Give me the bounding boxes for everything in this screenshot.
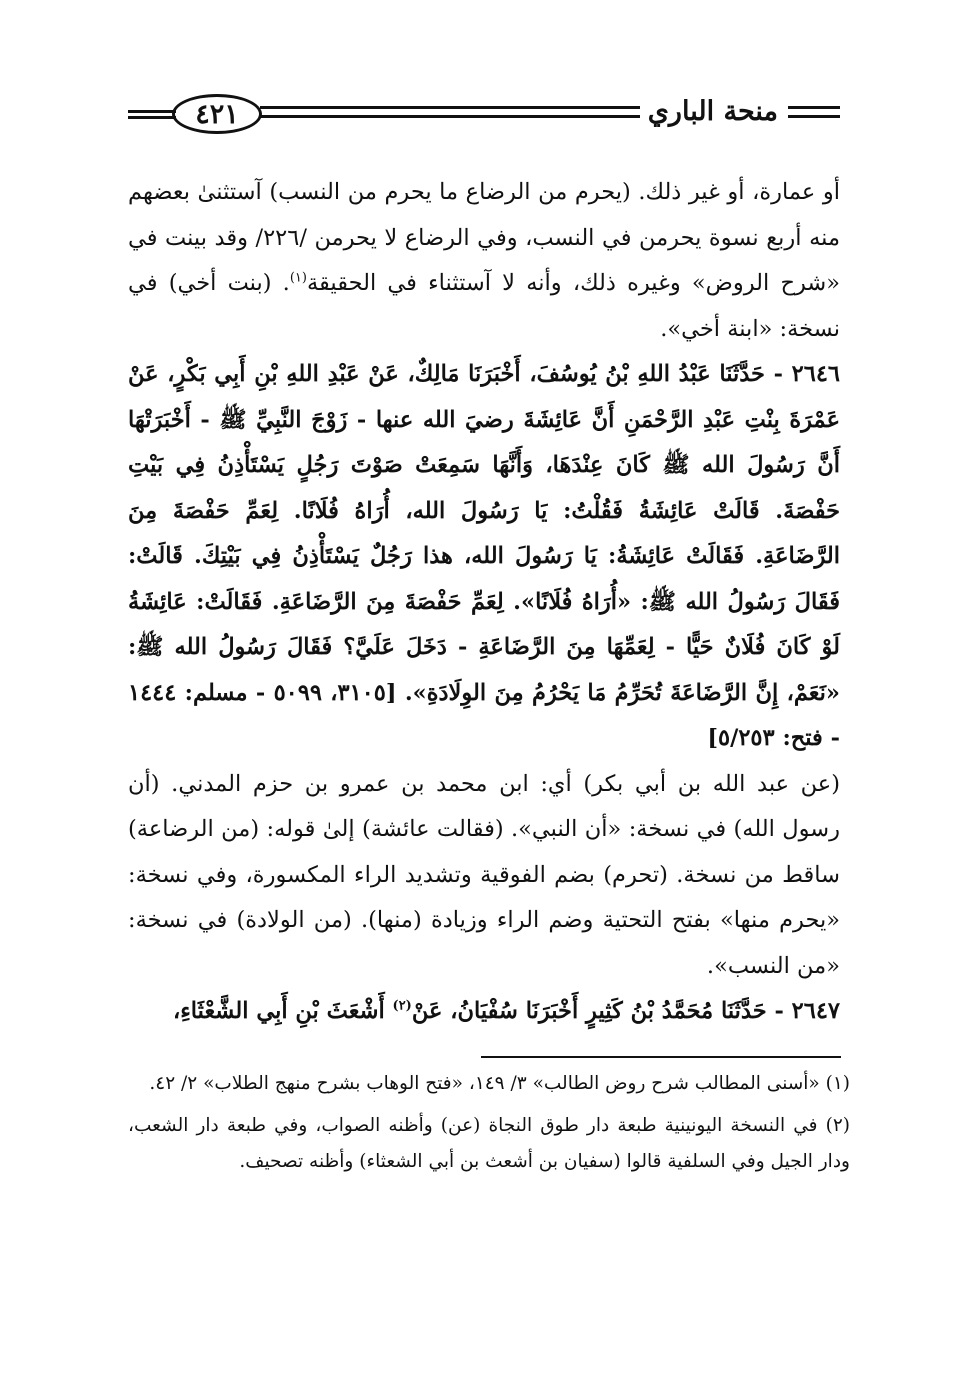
- page-number-oval: [172, 94, 262, 134]
- footnote-ref-1: (١): [289, 270, 307, 286]
- paragraph-commentary-2: (عن عبد الله بن أبي بكر) أي: ابن محمد بن عمرو بن حزم المدني. (أن رسول الله) في نسخة: «أن النبي». (فقالت عائشة) إلىٰ قوله: (من الرضاعة) ساقط من نسخة. (تحرم) بضم الفوقية وتشديد الراء المكسورة، وفي نسخة: «يحرم منها» بفتح التحتية وضم الراء وزيادة (منها). (من الولادة) في نسخة: «من النسب».: [128, 770, 840, 979]
- page-number: ٤٢١: [195, 98, 239, 130]
- footnotes: [128, 1066, 850, 1186]
- main-text: [128, 170, 840, 1035]
- book-title: منحة الباري: [647, 96, 778, 127]
- footnote-separator: [481, 1056, 841, 1058]
- footnote-1: (١) «أسنى المطالب شرح روض الطالب» ٣/ ١٤٩، «فتح الوهاب بشرح منهج الطلاب» ٢/ ٤٢.: [149, 1073, 850, 1094]
- header-rule-left: [128, 110, 176, 119]
- header-rule-right: [788, 106, 840, 118]
- hadith-2647: ٢٦٤٧ - حَدَّثَنَا مُحَمَّدُ بْنُ كَثِيرٍ أَخْبَرَنَا سُفْيَانُ، عَنْ$^{(٢)}$ أَشْعَثَ بْنِ أَبِي الشَّعْثَاءِ،: [172, 998, 840, 1024]
- paragraph-commentary-1: أو عمارة، أو غير ذلك. (يحرم من الرضاع ما يحرم من النسب) آستثنىٰ بعضهم منه أربع نسوة يحرمن في النسب، وفي الرضاع لا يحرمن /٢٢٦/ وقد بينت في «شرح الروض» وغيره ذلك، وأنه لا آستثناء في الحقيقة$^{(١)}$. (بنت أخي) في نسخة: «ابنة أخي».: [128, 179, 840, 342]
- hadith-2646: ٢٦٤٦ - حَدَّثَنَا عَبْدُ اللهِ بْنُ يُوسُفَ، أَخْبَرَنَا مَالِكٌ، عَنْ عَبْدِ اللهِ بْنِ أَبِي بَكْرٍ، عَنْ عَمْرَةَ بِنْتِ عَبْدِ الرَّحْمَنِ أَنَّ عَائِشَةَ رضيَ الله عنها - زَوْجَ النَّبِيِّ ﷺ - أَخْبَرَتْهَا أَنَّ رَسُولَ الله ﷺ كَانَ عِنْدَهَا، وَأَنَّهَا سَمِعَتْ صَوْتَ رَجُلٍ يَسْتَأْذِنُ فِي بَيْتِ حَفْصَةَ. قَالَتْ عَائِشَةُ فَقُلْتُ: يَا رَسُولَ الله، أُرَاهُ فُلَانًا. لِعَمِّ حَفْصَةَ مِنَ الرَّضَاعَةِ. فَقَالَتْ عَائِشَةُ: يَا رَسُولَ الله، هذا رَجُلٌ يَسْتَأْذِنُ فِي بَيْتِكَ. قَالَتْ: فَقَالَ رَسُولُ الله ﷺ: «أُرَاهُ فُلَانًا». لِعَمِّ حَفْصَةَ مِنَ الرَّضَاعَةِ. فَقَالَتْ: عَائِشَةُ لَوْ كَانَ فُلَانٌ حَيًّا - لِعَمِّهَا مِنَ الرَّضَاعَةِ - دَخَلَ عَلَيَّ؟ فَقَالَ رَسُولُ الله ﷺ: «نَعَمْ، إِنَّ الرَّضَاعَةَ تُحَرِّمُ مَا يَحْرُمُ مِنَ الوِلَادَةِ». [٣١٠٥، ٥٠٩٩ - مسلم: ١٤٤٤ - فتح: ٥/٢٥٣]: [128, 361, 840, 751]
- footnote-2: (٢) في النسخة اليونينية طبعة دار طوق النجاة (عن) وأظنه الصواب، وفي طبعة دار الشعب، ودار الجيل وفي السلفية قالوا (سفيان بن أشعث بن أبي الشعثاء) وأظنه تصحيف.: [128, 1115, 850, 1172]
- page-header: [128, 92, 840, 142]
- footnote-ref-2: (٢): [392, 998, 412, 1014]
- header-rule-middle: [260, 106, 640, 118]
